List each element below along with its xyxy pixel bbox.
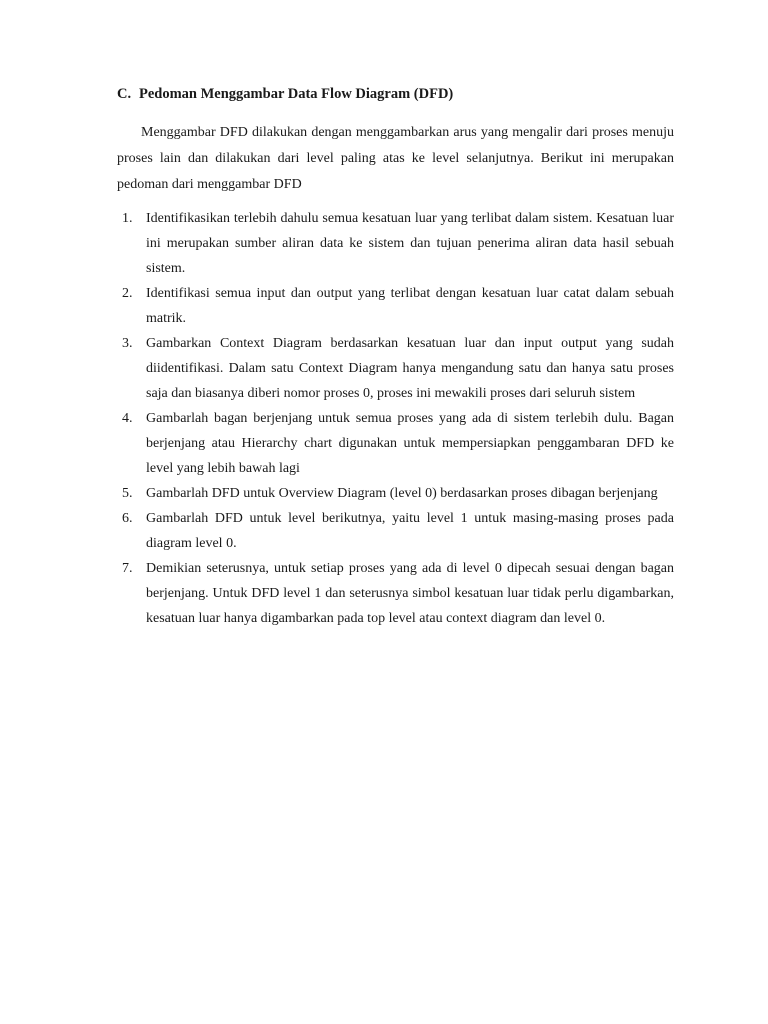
list-item-text: Gambarlah DFD untuk Overview Diagram (level 0) berdasarkan proses dibagan berjenjang	[146, 486, 658, 501]
list-item-number: 2.	[122, 286, 133, 301]
list-item	[117, 506, 674, 556]
list-item	[117, 281, 674, 331]
list-item-text: Identifikasi semua input dan output yang terlibat dengan kesatuan luar catat dalam sebuah matrik.	[146, 286, 674, 326]
list-item-text: Gambarlah bagan berjenjang untuk semua proses yang ada di sistem terlebih dulu. Bagan berjenjang atau Hierarchy chart digunakan untuk mempersiapkan penggambaran DFD ke level yang lebih bawah lagi	[146, 411, 674, 476]
list-item-number: 7.	[122, 561, 133, 576]
list-item-text: Gambarkan Context Diagram berdasarkan kesatuan luar dan input output yang sudah diidentifikasi. Dalam satu Context Diagram hanya mengandung satu dan hanya satu proses saja dan biasanya diberi nomor proses 0, proses ini mewakili proses dari seluruh sistem	[146, 336, 674, 401]
list-item	[117, 556, 674, 631]
list-item-number: 4.	[122, 411, 133, 426]
intro-paragraph: Menggambar DFD dilakukan dengan menggambarkan arus yang mengalir dari proses menuju proses lain dan dilakukan dari level paling atas ke level selanjutnya. Berikut ini merupakan pedoman dari menggambar DFD	[117, 125, 674, 192]
section-letter: C.	[117, 86, 132, 102]
list-item	[117, 206, 674, 281]
list-item-text: Identifikasikan terlebih dahulu semua kesatuan luar yang terlibat dalam sistem. Kesatuan luar ini merupakan sumber aliran data ke sistem dan tujuan penerima aliran data hasil sebuah sistem.	[146, 211, 674, 276]
list-item-number: 6.	[122, 511, 133, 526]
list-item-number: 5.	[122, 486, 133, 501]
list-item	[117, 331, 674, 406]
list-item-number: 3.	[122, 336, 133, 351]
list-item-number: 1.	[122, 211, 133, 226]
list-item	[117, 406, 674, 481]
guideline-list	[117, 206, 674, 631]
list-item	[117, 481, 674, 506]
section-title: Pedoman Menggambar Data Flow Diagram (DFD)	[139, 86, 454, 102]
list-item-text: Demikian seterusnya, untuk setiap proses yang ada di level 0 dipecah sesuai dengan bagan berjenjang. Untuk DFD level 1 dan seterusnya simbol kesatuan luar tidak perlu digambarkan, kesatuan luar hanya digambarkan pada top level atau context diagram dan level 0.	[146, 561, 674, 626]
list-item-text: Gambarlah DFD untuk level berikutnya, yaitu level 1 untuk masing-masing proses pada diagram level 0.	[146, 511, 674, 551]
section-heading	[117, 86, 453, 103]
